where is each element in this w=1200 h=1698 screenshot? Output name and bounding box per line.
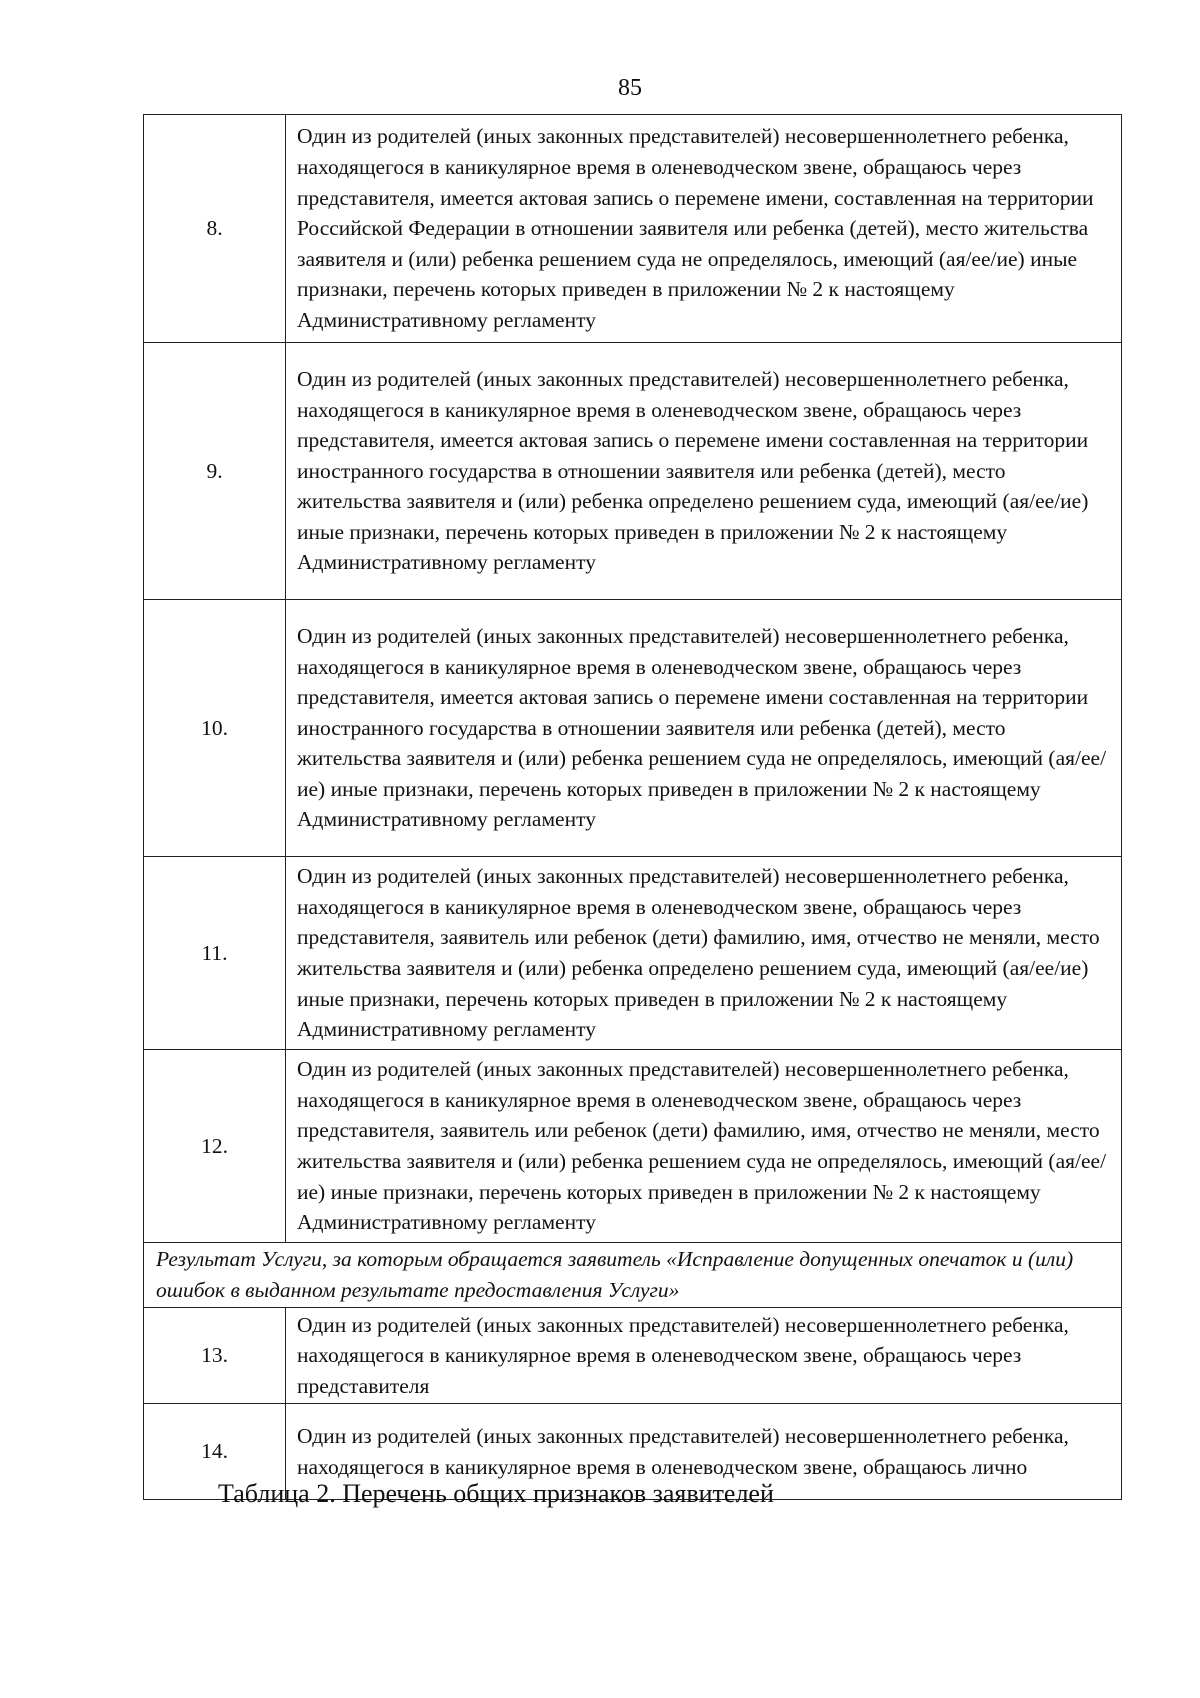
row-description: Один из родителей (иных законных представителей) несовершеннолетнего ребенка, находящегося в каникулярное время в оленеводческом звене, обращаюсь через представителя xyxy=(286,1308,1122,1404)
row-number: 8. xyxy=(144,115,286,343)
table-row xyxy=(144,343,1122,600)
table-row xyxy=(144,1308,1122,1404)
row-number: 10. xyxy=(144,600,286,857)
row-description: Один из родителей (иных законных представителей) несовершеннолетнего ребенка, находящегося в каникулярное время в оленеводческом звене, обращаюсь через представителя, заявитель или ребенок (дети) фамилию, имя, отчество не меняли, место жительства заявителя и (или) ребенка определено решением суда, имеющий (ая/ее/ие) иные признаки, перечень которых приведен в приложении № 2 к настоящему Административному регламенту xyxy=(286,857,1122,1050)
row-number: 13. xyxy=(144,1308,286,1404)
section-header-row xyxy=(144,1243,1122,1308)
row-description: Один из родителей (иных законных представителей) несовершеннолетнего ребенка, находящегося в каникулярное время в оленеводческом звене, обращаюсь лично xyxy=(286,1404,1122,1500)
row-number: 12. xyxy=(144,1050,286,1243)
table-caption: Таблица 2. Перечень общих признаков заявителей xyxy=(218,1479,774,1508)
section-header: Результат Услуги, за которым обращается заявитель «Исправление допущенных опечаток и (или) ошибок в выданном результате предоставления Услуги» xyxy=(144,1243,1122,1308)
row-description: Один из родителей (иных законных представителей) несовершеннолетнего ребенка, находящегося в каникулярное время в оленеводческом звене, обращаюсь через представителя, заявитель или ребенок (дети) фамилию, имя, отчество не меняли, место жительства заявителя и (или) ребенка решением суда не определялось, имеющий (ая/ее/ие) иные признаки, перечень которых приведен в приложении № 2 к настоящему Административному регламенту xyxy=(286,1050,1122,1243)
row-number: 11. xyxy=(144,857,286,1050)
row-description: Один из родителей (иных законных представителей) несовершеннолетнего ребенка, находящегося в каникулярное время в оленеводческом звене, обращаюсь через представителя, имеется актовая запись о перемене имени составленная на территории иностранного государства в отношении заявителя или ребенка (детей), место жительства заявителя и (или) ребенка решением суда не определялось, имеющий (ая/ее/ие) иные признаки, перечень которых приведен в приложении № 2 к настоящему Административному регламенту xyxy=(286,600,1122,857)
table-row xyxy=(144,600,1122,857)
row-description: Один из родителей (иных законных представителей) несовершеннолетнего ребенка, находящегося в каникулярное время в оленеводческом звене, обращаюсь через представителя, имеется актовая запись о перемене имени, составленная на территории Российской Федерации в отношении заявителя или ребенка (детей), место жительства заявителя и (или) ребенка решением суда не определялось, имеющий (ая/ее/ие) иные признаки, перечень которых приведен в приложении № 2 к настоящему Административному регламенту xyxy=(286,115,1122,343)
table-row xyxy=(144,115,1122,343)
row-number: 14. xyxy=(144,1404,286,1500)
table-row xyxy=(144,1050,1122,1243)
page-number: 85 xyxy=(618,75,642,101)
row-description: Один из родителей (иных законных представителей) несовершеннолетнего ребенка, находящегося в каникулярное время в оленеводческом звене, обращаюсь через представителя, имеется актовая запись о перемене имени составленная на территории иностранного государства в отношении заявителя или ребенка (детей), место жительства заявителя и (или) ребенка определено решением суда, имеющий (ая/ее/ие) иные признаки, перечень которых приведен в приложении № 2 к настоящему Административному регламенту xyxy=(286,343,1122,600)
table-row xyxy=(144,857,1122,1050)
row-number: 9. xyxy=(144,343,286,600)
applicant-variants-table xyxy=(143,114,1122,1500)
